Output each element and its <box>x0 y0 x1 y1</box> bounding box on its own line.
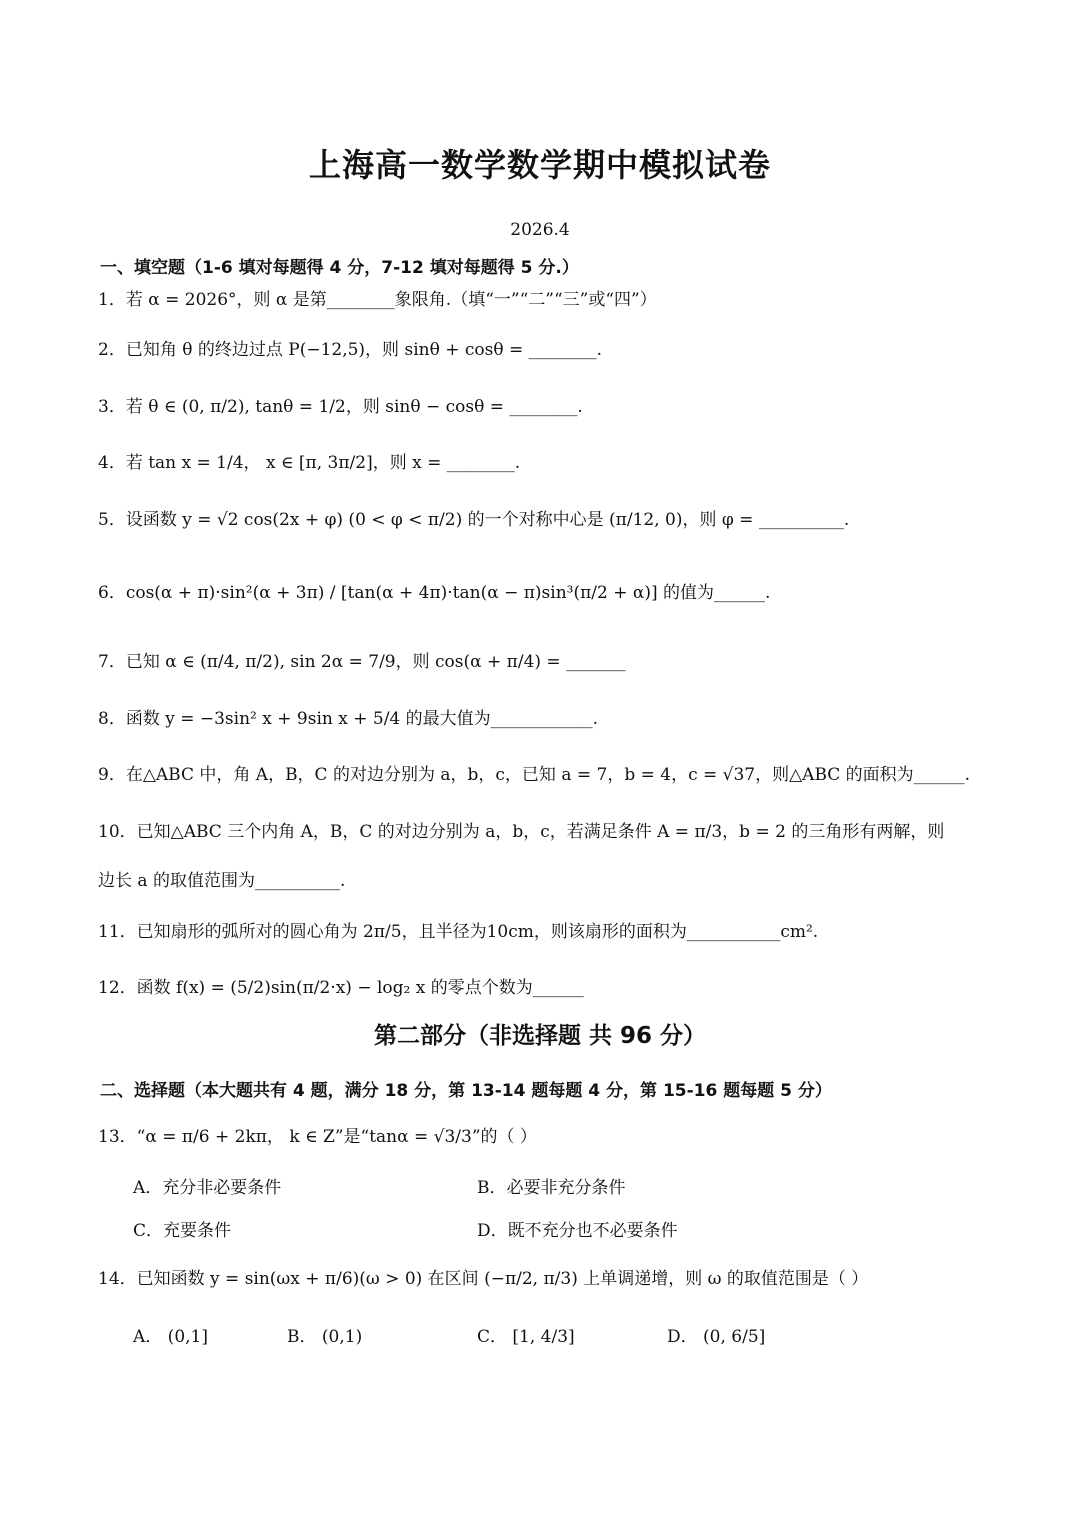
exam-date: 2026.4 <box>510 220 570 240</box>
question-10-line-1: 10．已知△ABC 三个内角 A，B，C 的对边分别为 a，b，c，若满足条件 A = π/3，b = 2 的三角形有两解，则 <box>98 822 945 842</box>
question-13-option-a: A．充分非必要条件 <box>133 1178 282 1198</box>
question-7: 7．已知 α ∈ (π/4, π/2), sin 2α = 7/9，则 cos(α + π/4) = _______ <box>98 652 626 672</box>
question-13-option-c: C．充要条件 <box>133 1221 232 1241</box>
question-14-option-b: B． (0,1) <box>287 1327 363 1347</box>
question-4: 4．若 tan x = 1/4， x ∈ [π, 3π/2]，则 x = ________. <box>98 453 521 473</box>
question-14-option-d: D． (0, 6/5] <box>667 1327 766 1347</box>
question-14: 14．已知函数 y = sin(ωx + π/6)(ω > 0) 在区间 (−π/2, π/3) 上单调递增，则 ω 的取值范围是（ ） <box>98 1269 869 1289</box>
question-8: 8．函数 y = −3sin² x + 9sin x + 5/4 的最大值为____________. <box>98 709 599 729</box>
page-title: 上海高一数学数学期中模拟试卷 <box>308 146 771 184</box>
question-5: 5．设函数 y = √2 cos(2x + φ) (0 < φ < π/2) 的一个对称中心是 (π/12, 0)，则 φ = __________. <box>98 510 850 530</box>
question-1: 1．若 α = 2026°，则 α 是第________象限角.（填“一”“二”“三”或“四”） <box>98 290 657 310</box>
part-two-heading: 第二部分（非选择题 共 96 分） <box>373 1023 707 1049</box>
question-12: 12．函数 f(x) = (5/2)sin(π/2·x) − log₂ x 的零点个数为______ <box>98 978 584 998</box>
section-heading-choice: 二、选择题（本大题共有 4 题，满分 18 分，第 13-14 题每题 4 分，第 15-16 题每题 5 分） <box>100 1081 832 1101</box>
question-13: 13．“α = π/6 + 2kπ， k ∈ Z”是“tanα = √3/3”的（ ） <box>98 1127 537 1147</box>
question-13-option-b: B．必要非充分条件 <box>477 1178 626 1198</box>
question-9: 9．在△ABC 中，角 A，B，C 的对边分别为 a，b，c，已知 a = 7，b = 4，c = √37，则△ABC 的面积为______. <box>98 765 971 785</box>
question-14-option-a: A． (0,1] <box>133 1327 208 1347</box>
section-heading-fill-in: 一、填空题（1-6 填对每题得 4 分，7-12 填对每题得 5 分.） <box>100 258 579 278</box>
question-3: 3．若 θ ∈ (0, π/2), tanθ = 1/2，则 sinθ − cosθ = ________. <box>98 397 583 417</box>
question-2: 2．已知角 θ 的终边过点 P(−12,5)，则 sinθ + cosθ = ________. <box>98 340 603 360</box>
question-13-option-d: D．既不充分也不必要条件 <box>477 1221 678 1241</box>
question-14-option-c: C． [1, 4/3] <box>477 1327 575 1347</box>
question-6: 6．cos(α + π)·sin²(α + 3π) / [tan(α + 4π)·tan(α − π)sin³(π/2 + α)] 的值为______. <box>98 583 771 603</box>
question-11: 11．已知扇形的弧所对的圆心角为 2π/5，且半径为10cm，则该扇形的面积为___________cm². <box>98 922 819 942</box>
question-10-line-2: 边长 a 的取值范围为__________. <box>98 871 346 891</box>
